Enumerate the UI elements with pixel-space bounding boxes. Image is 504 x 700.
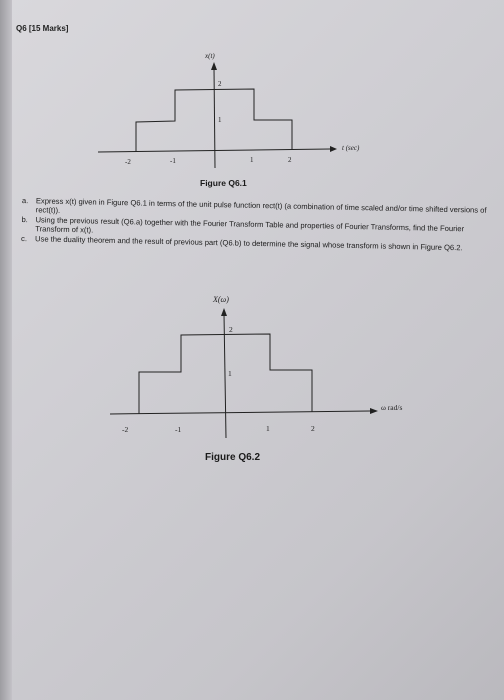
figure2-caption: Figure Q6.2 (205, 452, 261, 463)
figure1-ytick-2: 2 (218, 80, 222, 88)
figure2-y-arrow (221, 308, 227, 316)
figure1-xtick-m2: -2 (125, 158, 131, 166)
figure-q6-2 (0, 280, 504, 480)
figure1-xtick-m1: -1 (170, 157, 176, 165)
question-a-text: Express x(t) given in Figure Q6.1 in terms of the unit pulse function rect(t) (a combination of time scaled and/or time shifted versions of rect(t)). (35, 196, 487, 215)
question-c-text: Use the duality theorem and the result of previous part (Q6.b) to determine the signal whose transform is shown in Figure Q6.2. (35, 234, 463, 253)
question-b-letter: b. (21, 214, 28, 225)
figure1-xtick-2: 2 (288, 156, 292, 164)
figure2-xtick-m2: -2 (122, 425, 129, 434)
figure1-axes (98, 62, 337, 168)
figure1-x-axis (98, 149, 330, 152)
figure2-xlabel: ω rad/s (381, 403, 403, 412)
figure-q6-1 (0, 40, 504, 220)
question-b-text: Using the previous result (Q6.a) together with the Fourier Transform Table and properties of Fourier Transforms, find the Fourier Transform of x(t). (35, 215, 465, 235)
figure2-xtick-1: 1 (266, 424, 270, 433)
figure2-y-axis (224, 314, 226, 438)
figure2-ytick-2: 2 (229, 325, 233, 334)
figure2-ylabel: X(ω) (213, 295, 229, 304)
question-list (21, 196, 500, 254)
question-c-letter: c. (21, 233, 28, 244)
question-heading: Q6 [15 Marks] (16, 24, 69, 33)
question-a-letter: a. (21, 196, 29, 206)
figure2-xtick-m1: -1 (175, 425, 182, 434)
figure1-x-arrow (330, 146, 337, 152)
figure1-ylabel: x(t) (205, 52, 215, 60)
figure2-ytick-1: 1 (228, 369, 232, 378)
figure2-xtick-2: 2 (311, 424, 315, 433)
figure1-ytick-1: 1 (218, 116, 222, 124)
figure1-caption: Figure Q6.1 (200, 178, 247, 188)
figure2-axes (110, 308, 378, 438)
figure1-xlabel: t (sec) (342, 144, 360, 152)
figure2-x-axis (110, 411, 370, 414)
figure2-x-arrow (370, 408, 378, 414)
figure1-y-axis (214, 68, 215, 168)
figure1-xtick-1: 1 (250, 156, 254, 164)
figure1-y-arrow (211, 62, 217, 70)
